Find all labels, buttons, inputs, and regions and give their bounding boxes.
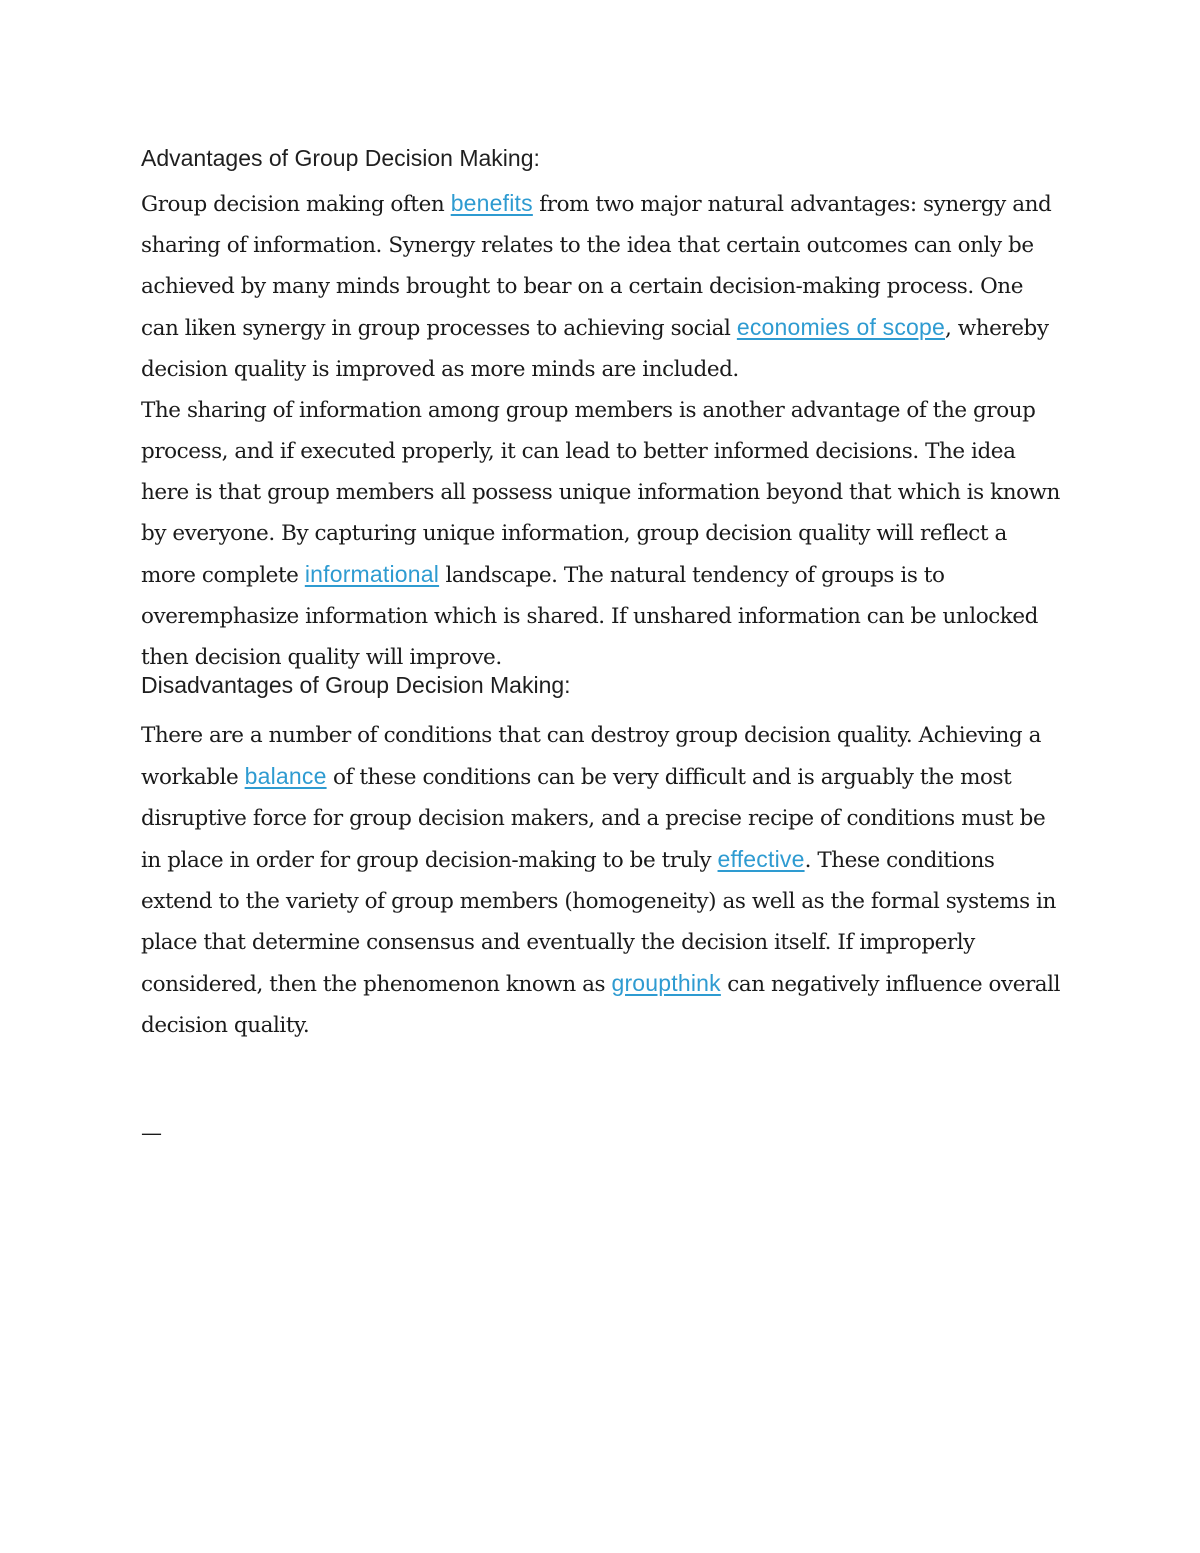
advantages-heading: Advantages of Group Decision Making:	[141, 145, 540, 171]
informational-link[interactable]: informational	[304, 561, 440, 587]
text-run: . These conditions extend to the variety of group members (homogeneity) as well as the formal systems in place that determine consensus and eventually the decision itself. If improperly considered, then the phenomenon known as	[141, 848, 1056, 997]
benefits-link[interactable]: benefits	[450, 190, 533, 216]
disadvantages-paragraph	[141, 715, 1061, 1046]
advantages-paragraph-2	[141, 390, 1061, 678]
groupthink-link[interactable]: groupthink	[611, 970, 721, 996]
advantages-paragraph-1	[141, 183, 1061, 390]
text-run: Group decision making often	[141, 192, 451, 217]
effective-link[interactable]: effective	[717, 846, 805, 872]
text-run: , whereby decision quality is improved as more minds are included.	[141, 316, 1049, 382]
disadvantages-heading: Disadvantages of Group Decision Making:	[141, 672, 571, 698]
text-run: The sharing of information among group members is another advantage of the group process, and if executed properly, it can lead to better informed decisions. The idea here is that group members all possess unique information beyond that which is known by everyone. By capturing unique information, group decision quality will reflect a more complete	[141, 398, 1060, 588]
text-run: landscape. The natural tendency of groups is to overemphasize information which is shared. If unshared information can be unlocked then decision quality will improve.	[141, 563, 1038, 670]
economies-of-scope-link[interactable]: economies of scope	[736, 314, 946, 340]
text-run: of these conditions can be very difficult and is arguably the most disruptive force for group decision makers, and a precise recipe of conditions must be in place in order for group decision-making to be truly	[141, 765, 1046, 873]
footer-dash: —	[141, 1121, 162, 1145]
balance-link[interactable]: balance	[244, 763, 327, 789]
text-run: from two major natural advantages: synergy and sharing of information. Synergy relates to the idea that certain outcomes can only be achieved by many minds brought to bear on a certain decision-making process. One can liken synergy in group processes to achieving social	[141, 192, 1052, 341]
text-run: can negatively influence overall decision quality.	[141, 972, 1061, 1038]
text-run: There are a number of conditions that can destroy group decision quality. Achieving a workable	[141, 723, 1041, 790]
document-body	[141, 141, 1061, 1046]
